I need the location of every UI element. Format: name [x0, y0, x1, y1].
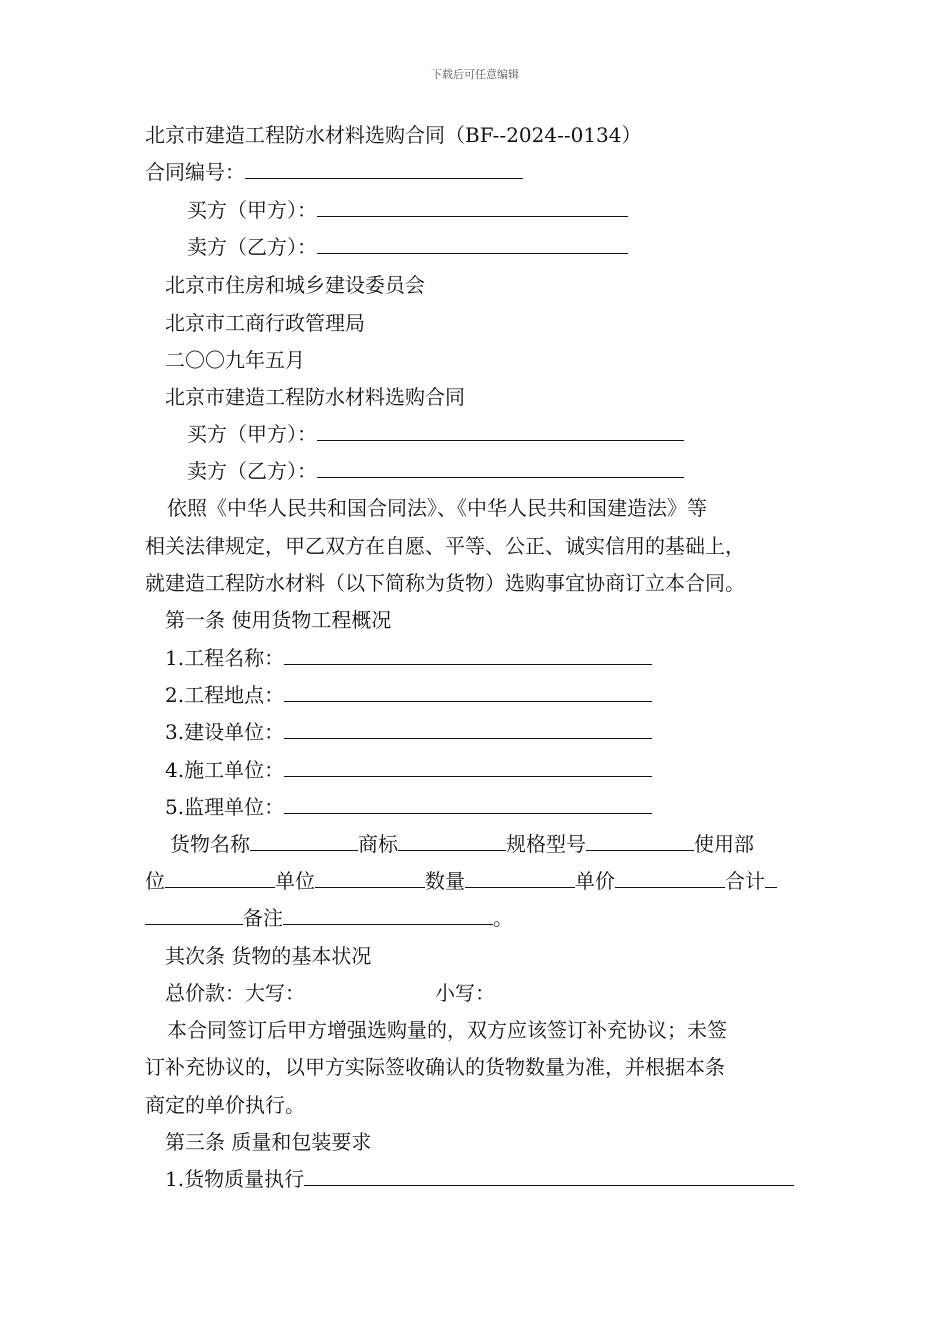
buyer-label: 买方（甲方）：: [187, 198, 317, 222]
seller-blank-2[interactable]: [317, 457, 684, 478]
buyer-row-1: [187, 196, 628, 224]
preamble-line-3: 就建造工程防水材料（以下简称为货物）选购事宜协商订立本合同。: [145, 571, 745, 595]
buyer-blank[interactable]: [317, 196, 628, 217]
unit-label: 单位: [275, 869, 315, 893]
remark-label: 备注: [243, 906, 283, 930]
goods-row-2: [145, 867, 777, 895]
contractor-label: 4.施工单位：: [165, 758, 285, 782]
contract-title: 北京市建造工程防水材料选购合同（BF--2024--0134）: [145, 123, 642, 147]
quality-standard-label: 1.货物质量执行: [165, 1167, 305, 1191]
buyer-label-2: 买方（甲方）：: [187, 422, 317, 446]
remark-blank[interactable]: [283, 904, 493, 925]
page-header: 下载后可任意编辑: [431, 68, 519, 81]
quality-standard-blank[interactable]: [304, 1165, 794, 1186]
article2-para-line-2: 订补充协议的，以甲方实际签收确认的货物数量为准，并根据本条: [145, 1055, 725, 1079]
total-price-row: [165, 979, 495, 1007]
project-location-blank[interactable]: [284, 681, 652, 702]
spec-blank[interactable]: [586, 830, 694, 851]
project-name-label: 1.工程名称：: [165, 646, 285, 670]
usage-part-blank[interactable]: [165, 867, 275, 888]
total-blank-end[interactable]: [145, 904, 243, 925]
goods-row-1: [170, 830, 754, 858]
contractor-blank[interactable]: [284, 756, 652, 777]
goods-row-3: [145, 904, 513, 932]
article1-heading: 第一条 使用货物工程概况: [165, 608, 392, 632]
contract-no-label: 合同编号：: [145, 160, 245, 184]
brand-blank[interactable]: [398, 830, 506, 851]
total-price-lowercase-label: 小写：: [435, 981, 495, 1005]
total-blank-start[interactable]: [765, 867, 777, 888]
unit-price-label: 单价: [575, 869, 615, 893]
buyer-row-2: [187, 420, 684, 448]
article3-heading: 第三条 质量和包装要求: [165, 1130, 372, 1154]
preamble-line-1: 依照《中华人民共和国合同法》、《中华人民共和国建造法》等: [167, 496, 707, 520]
buyer-blank-2[interactable]: [317, 420, 684, 441]
goods-name-blank[interactable]: [250, 830, 358, 851]
contractor-row: [165, 756, 652, 784]
subtitle: 北京市建造工程防水材料选购合同: [165, 385, 465, 409]
contract-no-blank[interactable]: [245, 158, 523, 179]
article2-heading: 其次条 货物的基本状况: [165, 944, 372, 968]
brand-label: 商标: [358, 832, 398, 856]
supervisor-row: [165, 793, 652, 821]
issuer-1: 北京市住房和城乡建设委员会: [165, 273, 425, 297]
unit-price-blank[interactable]: [615, 867, 725, 888]
developer-blank[interactable]: [284, 718, 652, 739]
supervisor-blank[interactable]: [284, 793, 652, 814]
contract-no-row: [145, 158, 523, 186]
seller-label: 卖方（乙方）：: [187, 235, 317, 259]
total-label: 合计: [725, 869, 765, 893]
developer-row: [165, 718, 652, 746]
usage-part-label-2: 位: [145, 869, 165, 893]
article2-para-line-3: 商定的单价执行。: [145, 1093, 305, 1117]
usage-part-label-1: 使用部: [694, 832, 754, 856]
quantity-label: 数量: [425, 869, 465, 893]
issue-date: 二〇〇九年五月: [165, 348, 305, 372]
seller-label-2: 卖方（乙方）：: [187, 459, 317, 483]
total-price-uppercase-label: 总价款：大写：: [165, 981, 305, 1005]
quantity-blank[interactable]: [465, 867, 575, 888]
article2-para-line-1: 本合同签订后甲方增强选购量的，双方应该签订补充协议；未签: [167, 1018, 727, 1042]
quality-standard-row: [165, 1165, 794, 1193]
unit-blank[interactable]: [315, 867, 425, 888]
goods-name-label: 货物名称: [170, 832, 250, 856]
spec-label: 规格型号: [506, 832, 586, 856]
goods-row-end: 。: [493, 906, 513, 930]
project-name-blank[interactable]: [284, 644, 652, 665]
seller-row-1: [187, 233, 628, 261]
project-location-row: [165, 681, 652, 709]
project-location-label: 2.工程地点：: [165, 683, 285, 707]
developer-label: 3.建设单位：: [165, 720, 285, 744]
issuer-2: 北京市工商行政管理局: [165, 311, 365, 335]
seller-blank[interactable]: [317, 233, 628, 254]
project-name-row: [165, 644, 652, 672]
preamble-line-2: 相关法律规定，甲乙双方在自愿、平等、公正、诚实信用的基础上，: [145, 534, 745, 558]
seller-row-2: [187, 457, 684, 485]
supervisor-label: 5.监理单位：: [165, 795, 285, 819]
